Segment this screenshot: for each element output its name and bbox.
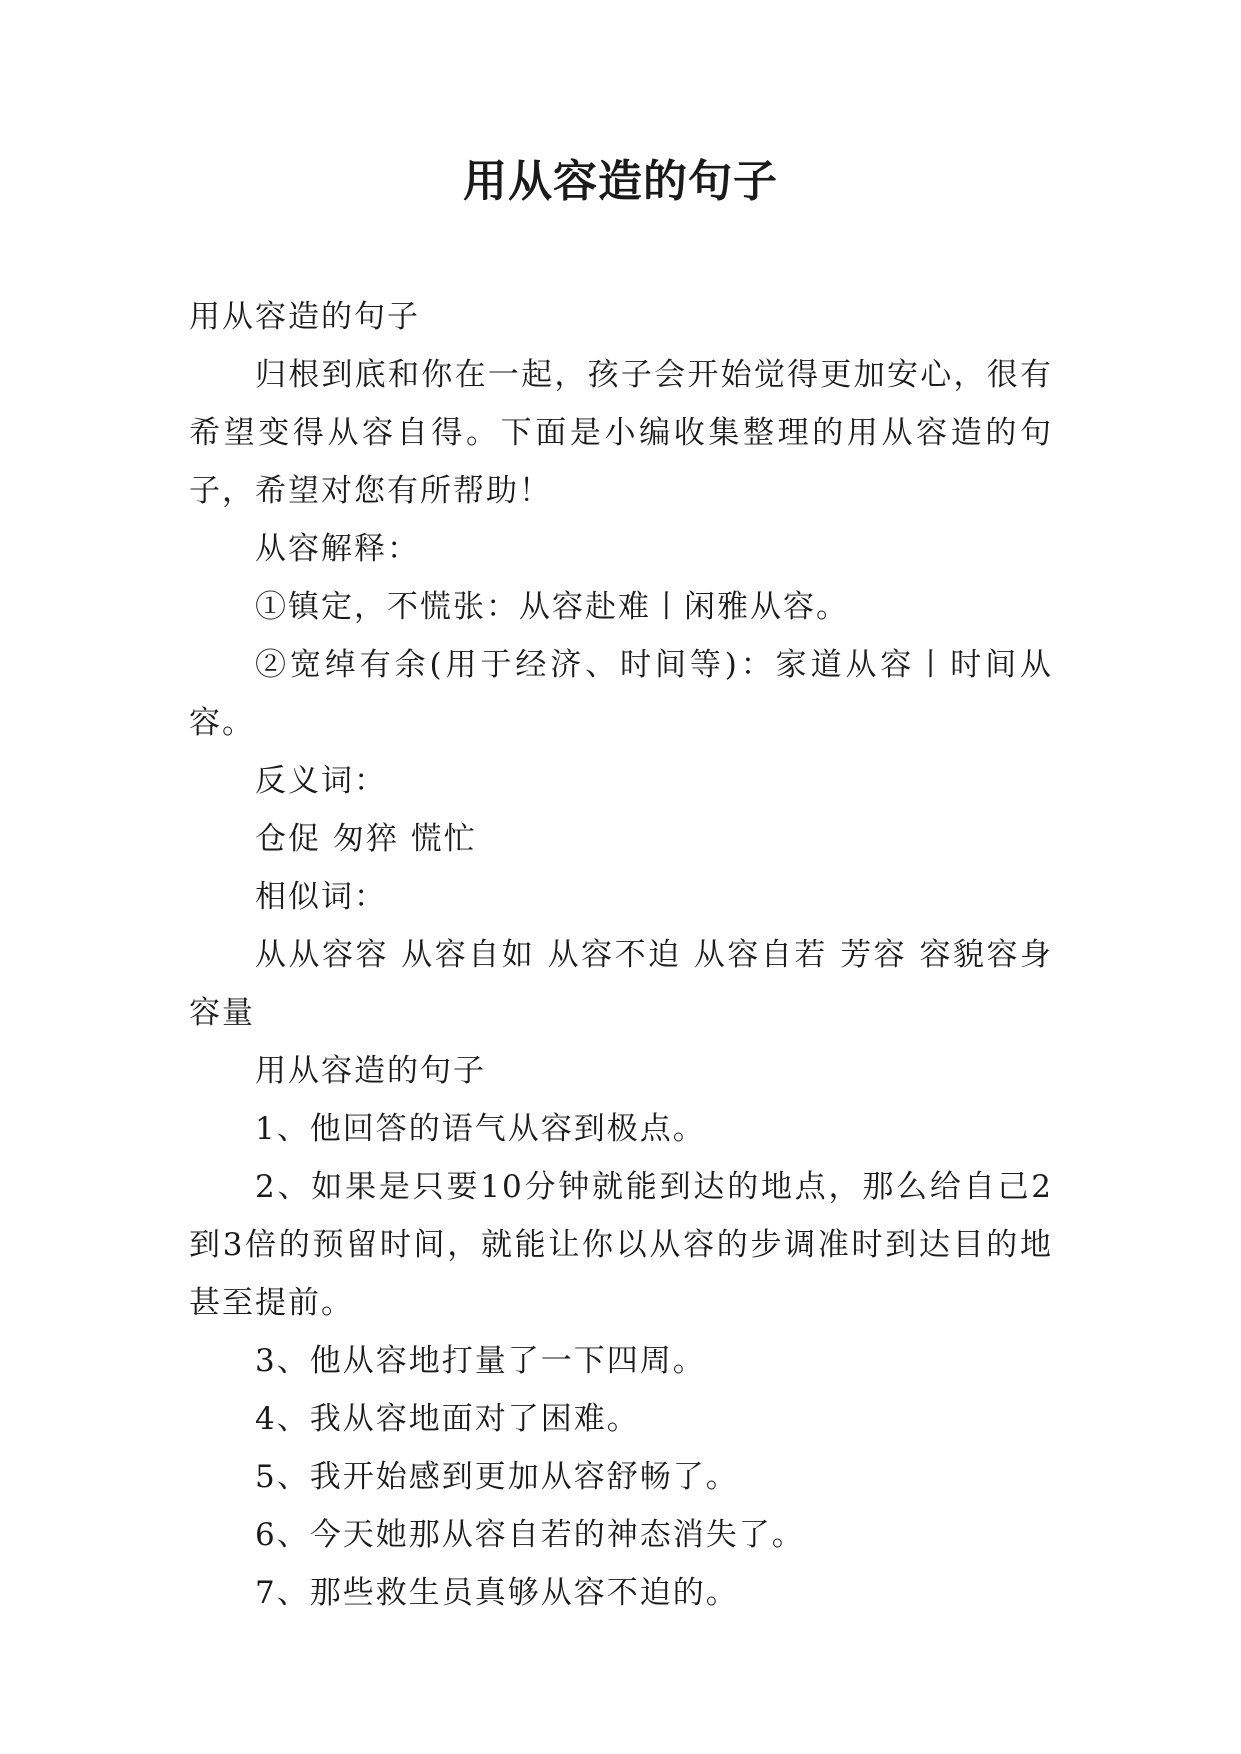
paragraph-definition-1: ①镇定，不慌张：从容赴难丨闲雅从容。 bbox=[255, 589, 849, 625]
paragraph-sentences-heading: 用从容造的句子 bbox=[255, 1053, 486, 1089]
sentence-item: 4、我从容地面对了困难。 bbox=[255, 1401, 640, 1437]
sentence-item: 5、我开始感到更加从容舒畅了。 bbox=[255, 1459, 739, 1495]
sentence-item: 2、如果是只要10分钟就能到达的地点，那么给自己2到3倍的预留时间，就能让你以从容的步调准时到达目的地甚至提前。 bbox=[189, 1169, 1053, 1321]
paragraph-antonyms: 仓促 匆猝 慌忙 bbox=[255, 821, 477, 857]
paragraph-intro: 归根到底和你在一起，孩子会开始觉得更加安心，很有希望变得从容自得。下面是小编收集整理的用从容造的句子，希望对您有所帮助！ bbox=[189, 357, 1053, 509]
paragraph-definition-heading: 从容解释： bbox=[255, 531, 420, 567]
sentence-item: 1、他回答的语气从容到极点。 bbox=[255, 1111, 706, 1147]
paragraph-similar-heading: 相似词： bbox=[255, 879, 387, 915]
sentence-item: 7、那些救生员真够从容不迫的。 bbox=[255, 1575, 739, 1611]
paragraph-subtitle: 用从容造的句子 bbox=[189, 299, 420, 335]
document-title: 用从容造的句子 bbox=[463, 156, 778, 207]
paragraph-definition-2: ②宽绰有余(用于经济、时间等)：家道从容丨时间从容。 bbox=[189, 647, 1053, 741]
paragraph-antonyms-heading: 反义词： bbox=[255, 763, 387, 799]
paragraph-similar-words: 从从容容 从容自如 从容不迫 从容自若 芳容 容貌容身 容量 bbox=[189, 937, 1053, 1031]
sentence-item: 3、他从容地打量了一下四周。 bbox=[255, 1343, 706, 1379]
document-body bbox=[189, 288, 1053, 1622]
sentence-item: 6、今天她那从容自若的神态消失了。 bbox=[255, 1517, 805, 1553]
